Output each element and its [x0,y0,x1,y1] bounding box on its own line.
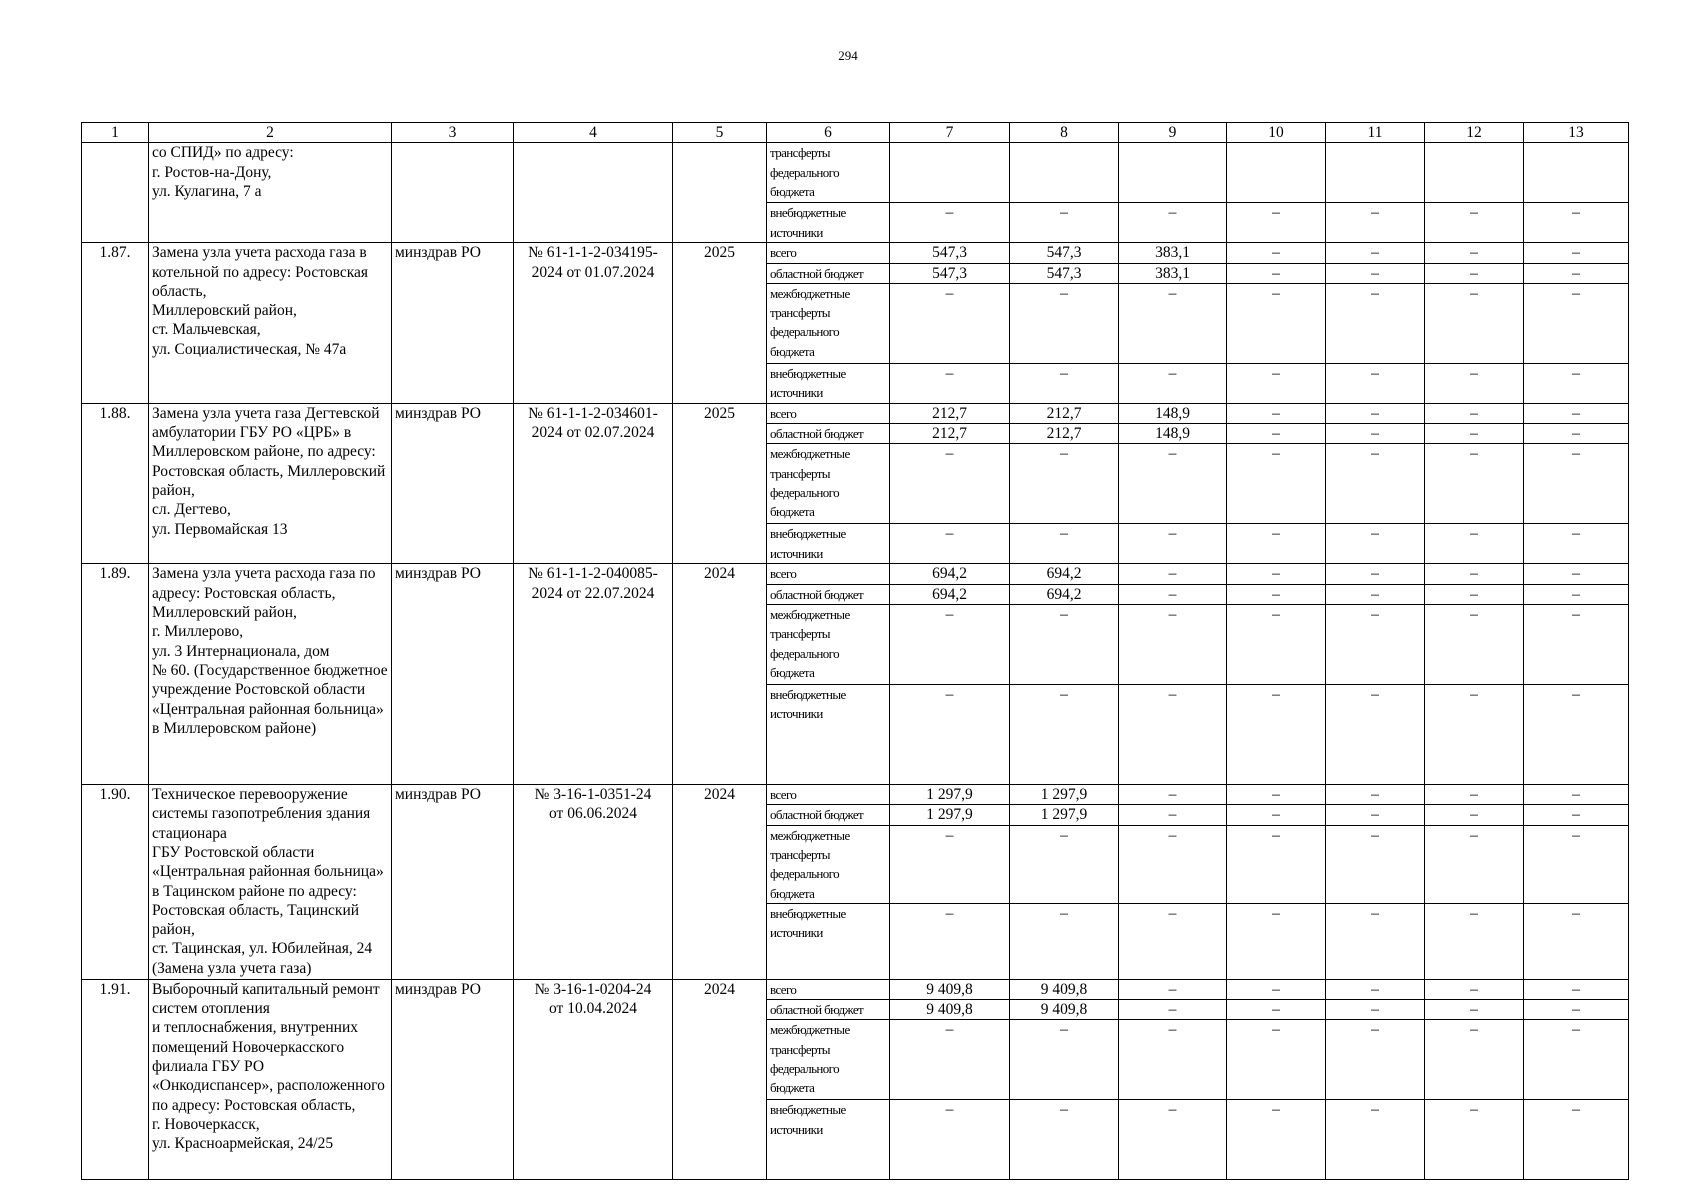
value-cell: – [1119,825,1227,903]
value-cell: – [1425,903,1524,979]
value-cell: – [1227,584,1326,604]
value-cell: – [1227,203,1326,243]
value-cell: 694,2 [1010,564,1119,584]
value-cell: – [1227,903,1326,979]
year: 2025 [673,243,767,404]
value-cell: – [1119,283,1227,363]
value-cell: – [1425,825,1524,903]
value-cell: – [1010,283,1119,363]
value-cell: 9 409,8 [1010,1000,1119,1020]
funding-source-label: межбюджетные трансферты федерального бюджета [767,825,890,903]
value-cell [1524,143,1629,203]
column-number: 5 [673,123,767,143]
value-cell: – [1227,785,1326,805]
value-cell: – [1010,1100,1119,1180]
document-ref: № 3-16-1-0204-24 от 10.04.2024 [514,979,673,1180]
value-cell: 148,9 [1119,403,1227,423]
value-cell: – [1524,283,1629,363]
value-cell: – [1524,584,1629,604]
value-cell: – [890,363,1010,403]
value-cell: – [1524,1020,1629,1100]
value-cell: – [1227,524,1326,564]
column-number: 9 [1119,123,1227,143]
value-cell: – [1524,1000,1629,1020]
responsible [392,143,514,243]
value-cell: 9 409,8 [890,979,1010,999]
document-ref: № 61-1-1-2-034195-2024 от 01.07.2024 [514,243,673,404]
value-cell: – [1010,444,1119,524]
item-name: Замена узла учета расхода газа по адресу: Ростовская область, Миллеровский район, г. Миллерово, ул. 3 Интернационала, дом № 60. (Государственное бюджетное учреждение Ростовской области «Центральная районная больница» в Миллеровском районе) [149,564,392,785]
value-cell: – [1524,444,1629,524]
item-row-total [82,979,1629,999]
item-row-total [82,785,1629,805]
value-cell: 9 409,8 [890,1000,1010,1020]
value-cell: – [1227,979,1326,999]
value-cell: – [1119,564,1227,584]
item-number [82,143,149,243]
value-cell: – [1425,363,1524,403]
funding-source-label: межбюджетные трансферты федерального бюджета [767,605,890,685]
value-cell: – [890,283,1010,363]
value-cell: – [1425,979,1524,999]
value-cell: – [1227,444,1326,524]
funding-source-label: всего [767,243,890,263]
value-cell: – [1326,263,1425,283]
document-ref: № 61-1-1-2-034601-2024 от 02.07.2024 [514,403,673,564]
item-number: 1.88. [82,403,149,564]
value-cell: – [1227,564,1326,584]
value-cell: – [1524,785,1629,805]
value-cell: – [1010,903,1119,979]
value-cell: – [890,524,1010,564]
value-cell: – [1326,1000,1425,1020]
value-cell [890,143,1010,203]
column-number: 6 [767,123,890,143]
value-cell: – [1425,444,1524,524]
page-number: 294 [838,48,858,63]
value-cell: – [1524,564,1629,584]
document-ref: № 3-16-1-0351-24 от 06.06.2024 [514,785,673,980]
funding-source-label: внебюджетные источники [767,903,890,979]
value-cell: – [1119,903,1227,979]
value-cell: – [1227,685,1326,785]
value-cell: 694,2 [890,584,1010,604]
item-number: 1.87. [82,243,149,404]
value-cell: 547,3 [1010,263,1119,283]
document-ref [514,143,673,243]
value-cell: 212,7 [890,424,1010,444]
item-name: Выборочный капитальный ремонт систем отопления и теплоснабжения, внутренних помещений Новочеркасского филиала ГБУ РО «Онкодиспансер», расположенного по адресу: Ростовская область, г. Новочеркасск, ул. Красноармейская, 24/25 [149,979,392,1180]
value-cell: – [1524,605,1629,685]
funding-source-label: областной бюджет [767,584,890,604]
value-cell [1010,143,1119,203]
value-cell: – [1227,403,1326,423]
value-cell: – [1326,1020,1425,1100]
column-number: 11 [1326,123,1425,143]
value-cell: – [1227,825,1326,903]
value-cell: – [1425,564,1524,584]
value-cell: – [1425,263,1524,283]
value-cell: – [1524,903,1629,979]
funding-source-label: межбюджетные трансферты федерального бюджета [767,444,890,524]
value-cell: – [1524,524,1629,564]
value-cell: – [1119,1020,1227,1100]
value-cell: – [1326,203,1425,243]
value-cell [1326,143,1425,203]
value-cell: – [1119,584,1227,604]
column-number: 13 [1524,123,1629,143]
item-name: Замена узла учета газа Дегтевской амбулатории ГБУ РО «ЦРБ» в Миллеровском районе, по адресу: Ростовская область, Миллеровский район, сл. Дегтево, ул. Первомайская 13 [149,403,392,564]
value-cell: – [1326,363,1425,403]
year: 2024 [673,979,767,1180]
item-row-total [82,564,1629,584]
value-cell: – [1010,363,1119,403]
value-cell: – [890,685,1010,785]
value-cell [1425,143,1524,203]
value-cell: – [1227,1100,1326,1180]
value-cell: – [1227,363,1326,403]
funding-source-label: областной бюджет [767,424,890,444]
value-cell: 1 297,9 [890,805,1010,825]
funding-source-label: областной бюджет [767,805,890,825]
value-cell: – [1425,403,1524,423]
item-row-total [82,243,1629,263]
value-cell: – [1326,825,1425,903]
year [673,143,767,243]
column-number: 2 [149,123,392,143]
item-number: 1.90. [82,785,149,980]
value-cell: 212,7 [1010,403,1119,423]
value-cell: – [1425,1000,1524,1020]
value-cell: – [1010,203,1119,243]
value-cell: – [1524,203,1629,243]
value-cell: – [1227,1000,1326,1020]
value-cell: – [1326,584,1425,604]
value-cell: – [1326,524,1425,564]
value-cell: – [1010,605,1119,685]
item-row-total [82,403,1629,423]
value-cell: – [1227,424,1326,444]
year: 2024 [673,785,767,980]
value-cell: 547,3 [890,263,1010,283]
item-name: Замена узла учета расхода газа в котельной по адресу: Ростовская область, Миллеровский район, ст. Мальчевская, ул. Социалистическая, № 47а [149,243,392,404]
value-cell: – [1326,605,1425,685]
value-cell: – [890,444,1010,524]
value-cell: – [1425,243,1524,263]
value-cell [1119,143,1227,203]
funding-source-label: внебюджетные источники [767,524,890,564]
value-cell: – [890,1020,1010,1100]
item-number: 1.89. [82,564,149,785]
value-cell: – [1326,424,1425,444]
value-cell: – [1524,685,1629,785]
value-cell: – [890,203,1010,243]
value-cell: – [1425,424,1524,444]
item-name: со СПИД» по адресу: г. Ростов-на-Дону, ул. Кулагина, 7 а [149,143,392,243]
responsible: минздрав РО [392,785,514,980]
value-cell: – [890,825,1010,903]
value-cell: – [1119,805,1227,825]
value-cell: 383,1 [1119,243,1227,263]
value-cell: – [1524,979,1629,999]
value-cell: – [1524,805,1629,825]
value-cell: – [1119,363,1227,403]
column-number-row [82,123,1629,143]
value-cell: – [1119,605,1227,685]
responsible: минздрав РО [392,979,514,1180]
value-cell: – [1425,584,1524,604]
value-cell: 212,7 [1010,424,1119,444]
funding-source-label: внебюджетные источники [767,363,890,403]
value-cell: 547,3 [1010,243,1119,263]
column-number: 3 [392,123,514,143]
funding-source-label: всего [767,785,890,805]
value-cell: 547,3 [890,243,1010,263]
value-cell: – [1010,685,1119,785]
value-cell: – [1425,785,1524,805]
value-cell: – [1326,1100,1425,1180]
item-number: 1.91. [82,979,149,1180]
value-cell: – [1524,403,1629,423]
value-cell: – [1425,1100,1524,1180]
value-cell: – [1326,403,1425,423]
value-cell: – [1524,363,1629,403]
value-cell: – [1524,263,1629,283]
column-number: 12 [1425,123,1524,143]
funding-source-label: межбюджетные трансферты федерального бюджета [767,1020,890,1100]
value-cell: – [1326,805,1425,825]
value-cell: – [1119,979,1227,999]
value-cell: 212,7 [890,403,1010,423]
value-cell: – [1326,785,1425,805]
value-cell: – [1425,283,1524,363]
value-cell: – [1425,685,1524,785]
funding-source-label: трансферты федерального бюджета [767,143,890,203]
value-cell: – [1227,605,1326,685]
value-cell: – [1119,785,1227,805]
funding-source-label: всего [767,403,890,423]
funding-source-label: всего [767,564,890,584]
value-cell: – [1425,805,1524,825]
funding-source-label: внебюджетные источники [767,1100,890,1180]
responsible: минздрав РО [392,243,514,404]
column-number: 7 [890,123,1010,143]
funding-source-label: всего [767,979,890,999]
value-cell: – [1326,979,1425,999]
value-cell: – [1119,1100,1227,1180]
value-cell: – [1425,605,1524,685]
value-cell: – [1227,263,1326,283]
value-cell: 1 297,9 [1010,785,1119,805]
value-cell: – [890,903,1010,979]
value-cell: – [1227,283,1326,363]
value-cell: – [1119,203,1227,243]
value-cell: – [890,1100,1010,1180]
value-cell: – [1326,564,1425,584]
value-cell: 694,2 [1010,584,1119,604]
value-cell: – [1119,1000,1227,1020]
value-cell: 148,9 [1119,424,1227,444]
value-cell: – [1010,825,1119,903]
value-cell: – [1326,283,1425,363]
value-cell: – [1425,524,1524,564]
value-cell [1227,143,1326,203]
value-cell: 9 409,8 [1010,979,1119,999]
value-cell: – [1524,825,1629,903]
value-cell: – [1119,524,1227,564]
item-name: Техническое перевооружение системы газопотребления здания стационара ГБУ Ростовской области «Центральная районная больница» в Тацинском районе по адресу: Ростовская область, Тацинский район, ст. Тацинская, ул. Юбилейная, 24 (Замена узла учета газа) [149,785,392,980]
funding-source-label: внебюджетные источники [767,203,890,243]
value-cell: 1 297,9 [890,785,1010,805]
column-number: 10 [1227,123,1326,143]
budget-table [81,122,1629,1180]
value-cell: – [890,605,1010,685]
funding-source-label: межбюджетные трансферты федерального бюджета [767,283,890,363]
responsible: минздрав РО [392,564,514,785]
funding-source-label: внебюджетные источники [767,685,890,785]
value-cell: – [1227,1020,1326,1100]
value-cell: – [1227,243,1326,263]
value-cell: – [1326,243,1425,263]
continuation-row-federal [82,143,1629,203]
value-cell: – [1326,903,1425,979]
value-cell: – [1524,424,1629,444]
value-cell: – [1119,444,1227,524]
value-cell: 1 297,9 [1010,805,1119,825]
value-cell: – [1524,1100,1629,1180]
value-cell: 694,2 [890,564,1010,584]
value-cell: – [1425,1020,1524,1100]
value-cell: – [1227,805,1326,825]
document-ref: № 61-1-1-2-040085-2024 от 22.07.2024 [514,564,673,785]
column-number: 1 [82,123,149,143]
value-cell: – [1119,685,1227,785]
funding-source-label: областной бюджет [767,263,890,283]
value-cell: – [1425,203,1524,243]
value-cell: – [1010,524,1119,564]
column-number: 4 [514,123,673,143]
year: 2024 [673,564,767,785]
responsible: минздрав РО [392,403,514,564]
column-number: 8 [1010,123,1119,143]
funding-source-label: областной бюджет [767,1000,890,1020]
value-cell: – [1524,243,1629,263]
value-cell: 383,1 [1119,263,1227,283]
value-cell: – [1010,1020,1119,1100]
value-cell: – [1326,685,1425,785]
year: 2025 [673,403,767,564]
value-cell: – [1326,444,1425,524]
